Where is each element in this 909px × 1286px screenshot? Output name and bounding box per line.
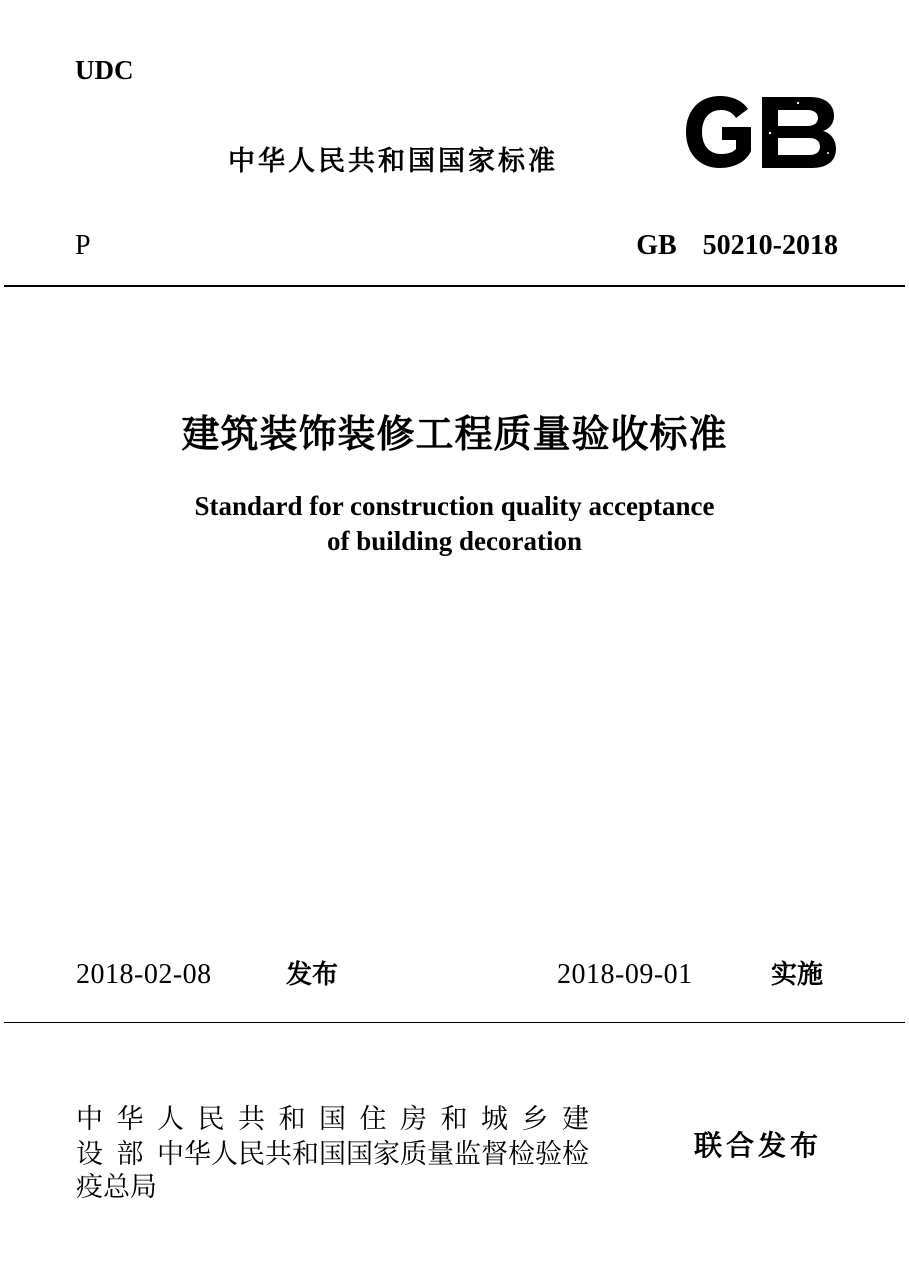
title-chinese: 建筑装饰装修工程质量验收标准 — [181, 412, 728, 456]
classification-code: P — [75, 230, 91, 261]
title-english-line1: Standard for construction quality acceptance — [194, 491, 715, 521]
publish-label: 发布 — [286, 960, 339, 990]
title-english-line2: of building decoration — [326, 526, 583, 556]
publish-date: 2018-02-08 — [76, 959, 212, 990]
issuer-line2-dept: 设部 — [76, 1139, 157, 1170]
joint-publish-label: 联合发布 — [694, 1129, 823, 1162]
issuer-line3: 疫总局 — [76, 1172, 157, 1203]
standard-number — [636, 229, 838, 263]
issuer-line2 — [76, 1137, 589, 1173]
gb-emblem-icon — [682, 93, 838, 171]
issuer-line2-rest: 中华人民共和国国家质量监督检验检 — [157, 1139, 589, 1170]
standard-prefix: GB — [636, 230, 677, 261]
effective-label: 实施 — [771, 960, 824, 990]
effective-date: 2018-09-01 — [557, 959, 693, 990]
header-divider — [4, 285, 905, 287]
udc-label: UDC — [75, 55, 134, 85]
footer-divider — [4, 1022, 905, 1023]
national-standard-heading: 中华人民共和国国家标准 — [228, 146, 558, 177]
standard-code: 50210-2018 — [702, 230, 838, 261]
issuer-line1: 中华人民共和国住房和城乡建 — [76, 1104, 603, 1135]
